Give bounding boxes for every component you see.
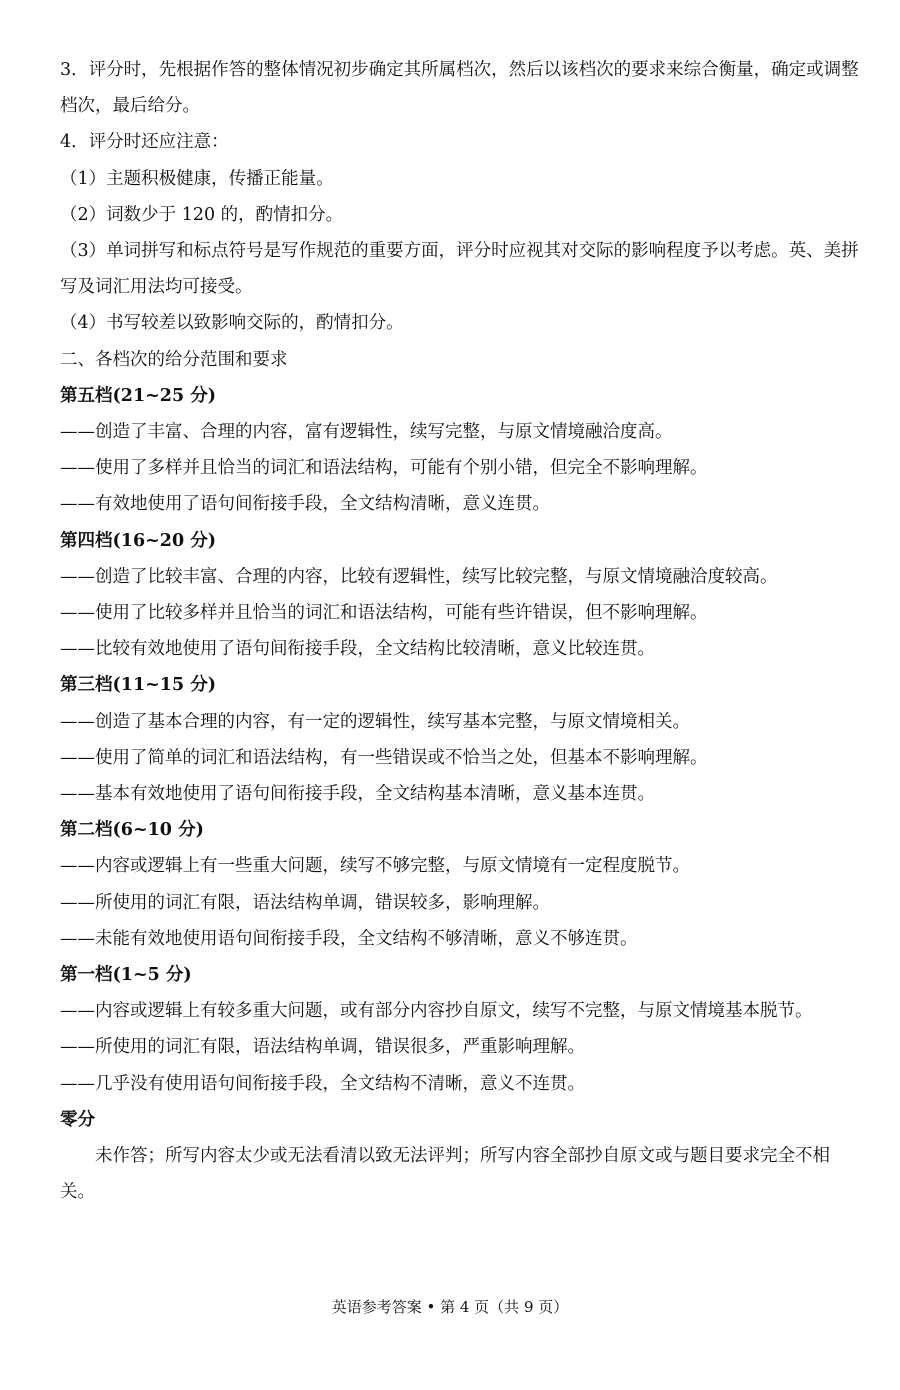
band-3-item: ——使用了简单的词汇和语法结构，有一些错误或不恰当之处，但基本不影响理解。 bbox=[60, 747, 708, 768]
note-4-item: （1）主题积极健康，传播正能量。 bbox=[60, 168, 334, 189]
band-1-item: ——所使用的词汇有限，语法结构单调，错误很多，严重影响理解。 bbox=[60, 1037, 585, 1058]
band-1-title: 第一档(1~5 分) bbox=[60, 965, 192, 986]
band-3-item: ——创造了基本合理的内容，有一定的逻辑性，续写基本完整，与原文情境相关。 bbox=[60, 711, 690, 732]
band-2-title: 第二档(6~10 分) bbox=[60, 820, 204, 841]
note-4-item: （3）单词拼写和标点符号是写作规范的重要方面，评分时应视其对交际的影响程度予以考虑。英、美拼写及词汇用法均可接受。 bbox=[60, 241, 859, 298]
note-3: 3．评分时，先根据作答的整体情况初步确定其所属档次，然后以该档次的要求来综合衡量，确定或调整档次，最后给分。 bbox=[60, 60, 859, 117]
band-4-item: ——创造了比较丰富、合理的内容，比较有逻辑性，续写比较完整，与原文情境融洽度较高。 bbox=[60, 566, 778, 587]
band-5-item: ——有效地使用了语句间衔接手段，全文结构清晰，意义连贯。 bbox=[60, 494, 550, 515]
document-page bbox=[60, 52, 860, 1211]
band-4-item: ——使用了比较多样并且恰当的词汇和语法结构，可能有些许错误，但不影响理解。 bbox=[60, 603, 708, 624]
band-1-item: ——几乎没有使用语句间衔接手段，全文结构不清晰，意义不连贯。 bbox=[60, 1073, 585, 1094]
note-4-item: （4）书写较差以致影响交际的，酌情扣分。 bbox=[60, 313, 404, 334]
zero-score-text: 未作答；所写内容太少或无法看清以致无法评判；所写内容全部抄自原文或与题目要求完全不相关。 bbox=[60, 1146, 830, 1203]
band-1-item: ——内容或逻辑上有较多重大问题，或有部分内容抄自原文，续写不完整，与原文情境基本脱节。 bbox=[60, 1001, 813, 1022]
page-footer: 英语参考答案 • 第 4 页（共 9 页） bbox=[331, 1298, 569, 1316]
band-5-item: ——使用了多样并且恰当的词汇和语法结构，可能有个别小错，但完全不影响理解。 bbox=[60, 458, 708, 479]
band-5-title: 第五档(21~25 分) bbox=[60, 385, 217, 406]
section-2-title: 二、各档次的给分范围和要求 bbox=[60, 349, 288, 370]
band-2-item: ——未能有效地使用语句间衔接手段，全文结构不够清晰，意义不够连贯。 bbox=[60, 928, 638, 949]
band-2-item: ——所使用的词汇有限，语法结构单调，错误较多，影响理解。 bbox=[60, 892, 550, 913]
band-4-item: ——比较有效地使用了语句间衔接手段，全文结构比较清晰，意义比较连贯。 bbox=[60, 639, 655, 660]
note-4-item: （2）词数少于 120 的，酌情扣分。 bbox=[60, 204, 344, 225]
band-3-item: ——基本有效地使用了语句间衔接手段，全文结构基本清晰，意义基本连贯。 bbox=[60, 784, 655, 805]
band-2-item: ——内容或逻辑上有一些重大问题，续写不够完整，与原文情境有一定程度脱节。 bbox=[60, 856, 690, 877]
band-4-title: 第四档(16~20 分) bbox=[60, 530, 217, 551]
band-5-item: ——创造了丰富、合理的内容，富有逻辑性，续写完整，与原文情境融洽度高。 bbox=[60, 422, 673, 443]
band-3-title: 第三档(11~15 分) bbox=[60, 675, 217, 696]
zero-score-title: 零分 bbox=[60, 1109, 95, 1130]
note-4-title: 4．评分时还应注意： bbox=[60, 132, 229, 153]
